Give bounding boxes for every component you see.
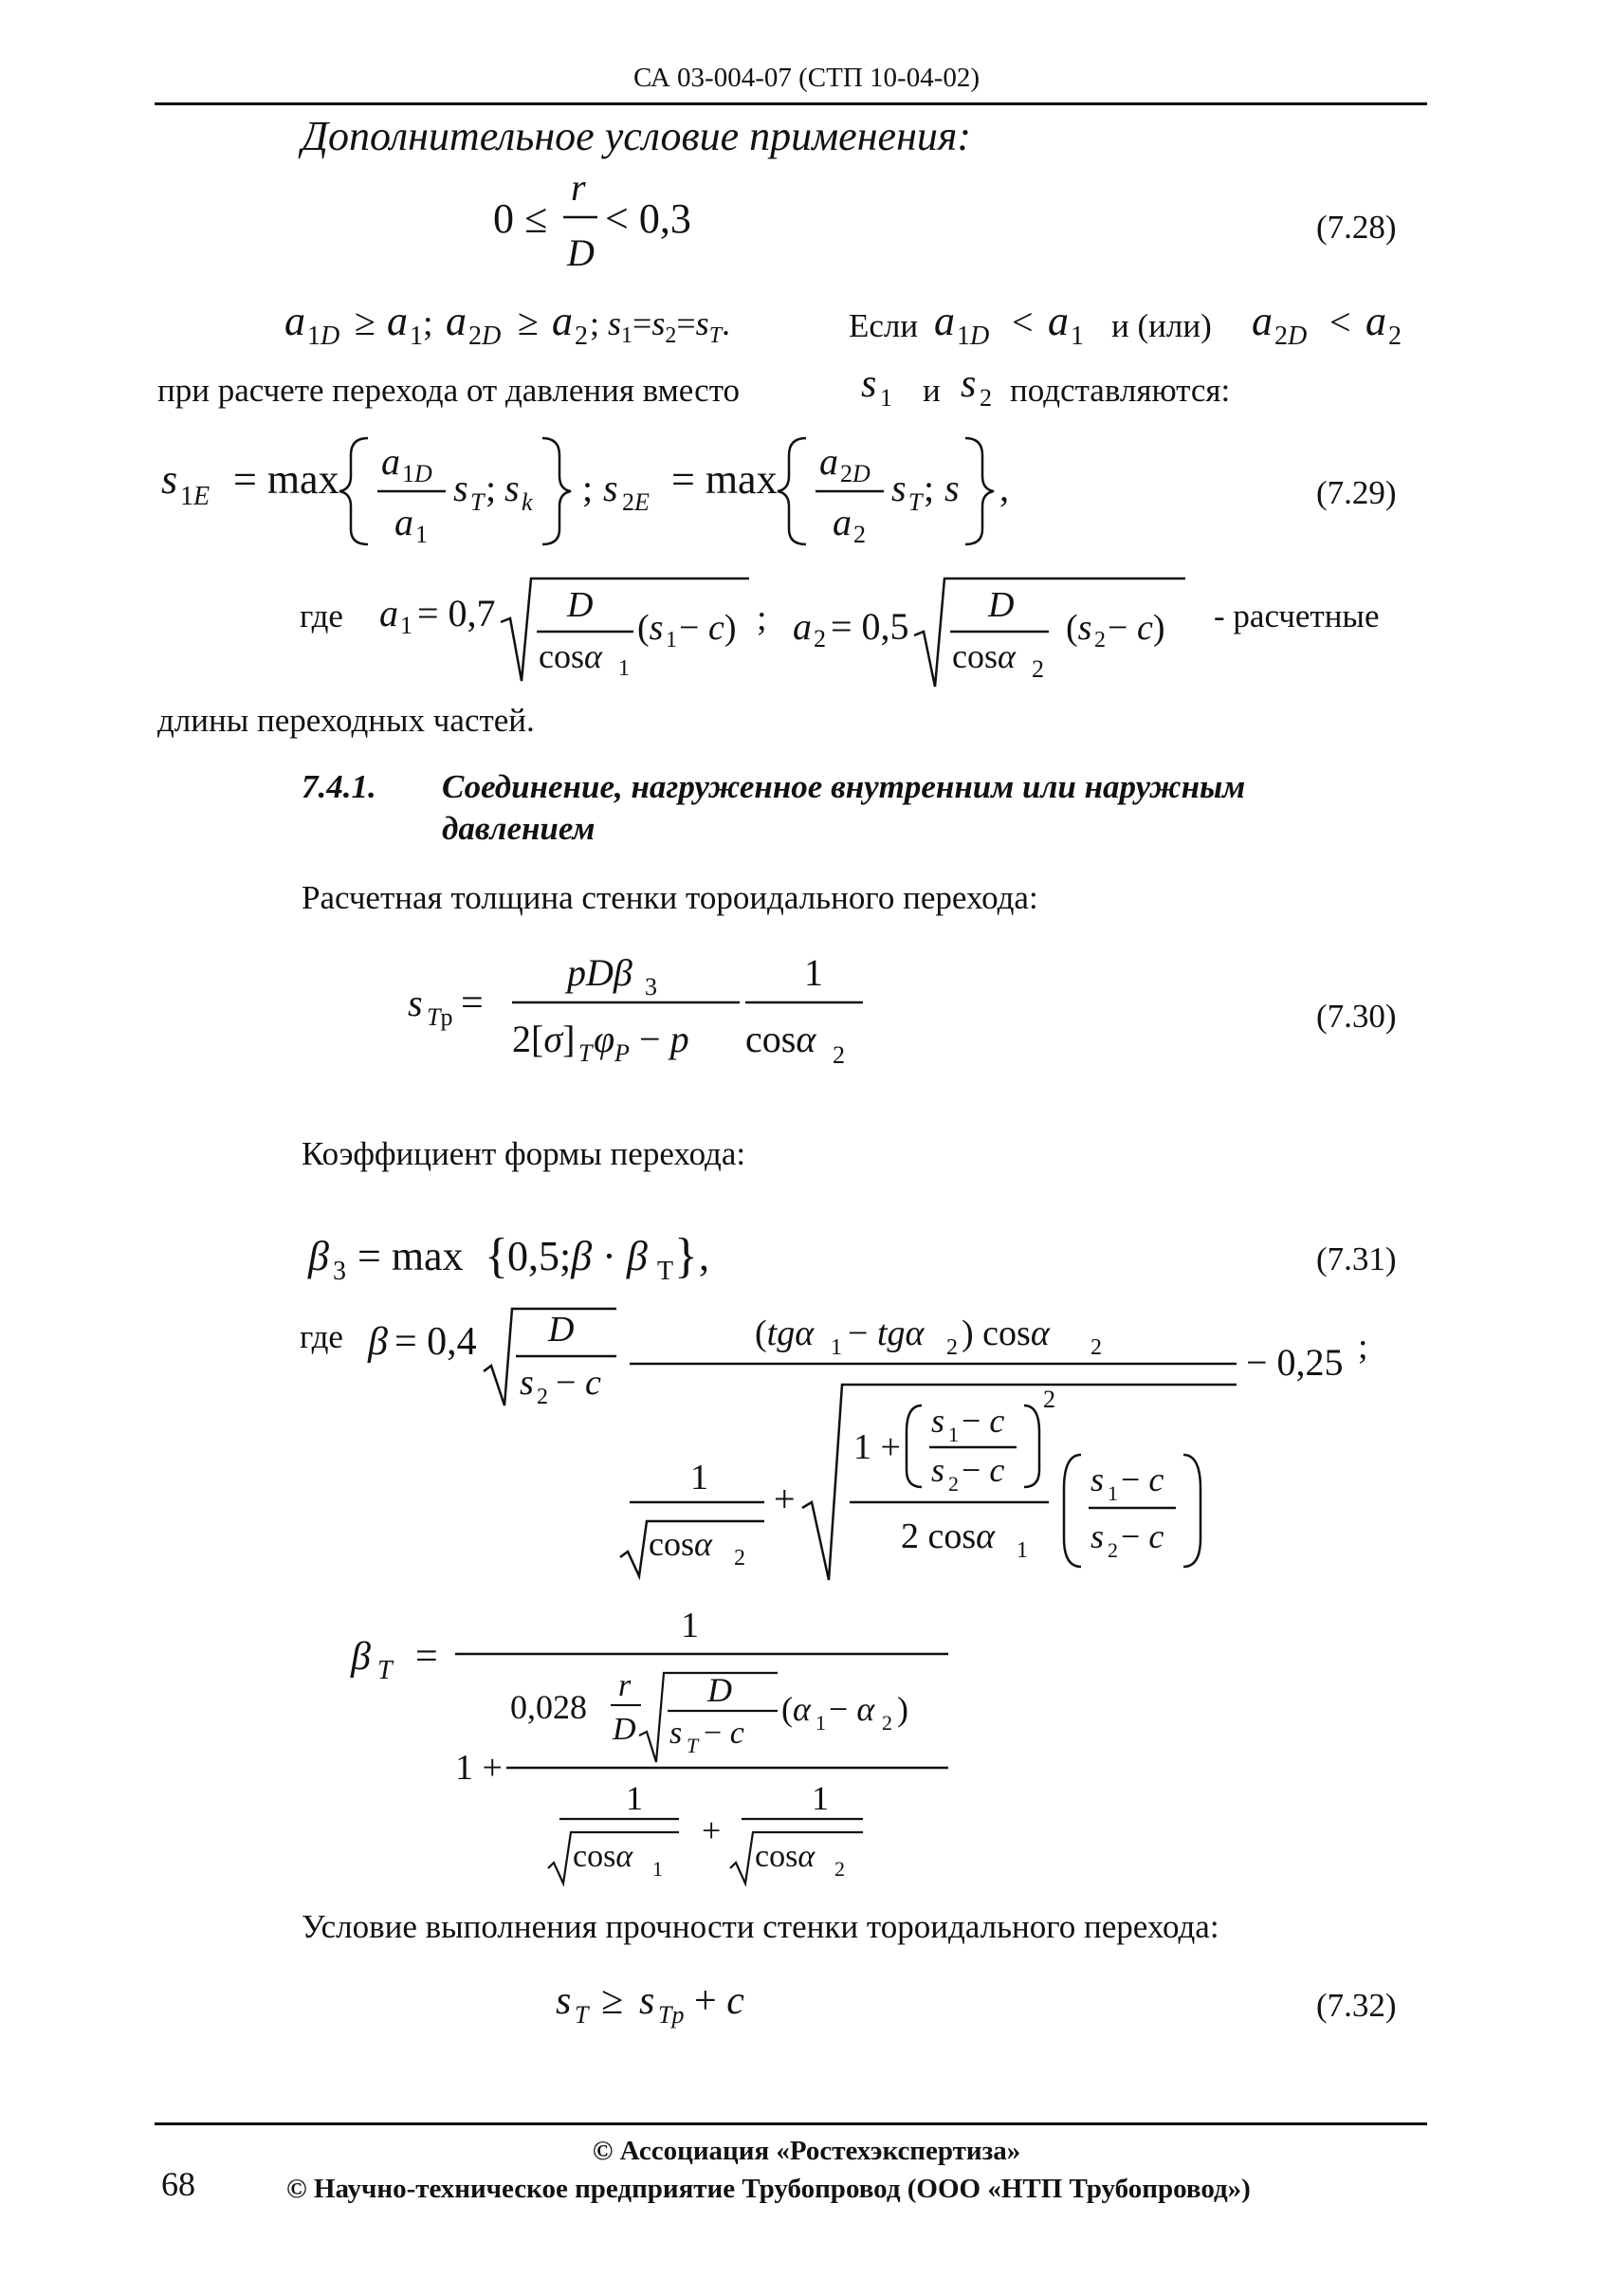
copyright-line-2: © Научно-техническое предприятие Трубопровод (ООО «НТП Трубопровод») bbox=[286, 2174, 1251, 2204]
svg-text:D: D bbox=[988, 585, 1015, 625]
svg-text:Tp: Tp bbox=[427, 1003, 453, 1031]
thickness-label: Расчетная толщина стенки тороидального перехода: bbox=[302, 879, 1038, 916]
svg-text:1: 1 bbox=[681, 1606, 699, 1645]
svg-text:r: r bbox=[571, 166, 586, 209]
condition-if-label: Если bbox=[849, 307, 919, 344]
svg-text:2D: 2D bbox=[840, 460, 871, 487]
svg-text:; s1=s2=sT.: ; $s_1=s_2=s_T$. bbox=[590, 304, 731, 348]
svg-text:<: < bbox=[1012, 301, 1034, 343]
svg-text:T: T bbox=[377, 1656, 393, 1685]
svg-text:− 0,25: − 0,25 bbox=[1246, 1341, 1344, 1384]
svg-text:3: 3 bbox=[333, 1257, 346, 1286]
svg-text:s: s bbox=[639, 1979, 655, 2023]
page-number: 68 bbox=[161, 2165, 195, 2203]
svg-text:1: 1 bbox=[948, 1423, 959, 1446]
svg-text:2: 2 bbox=[833, 1041, 845, 1069]
calc-text-and: и bbox=[923, 372, 941, 409]
svg-text:s: s bbox=[408, 982, 423, 1024]
svg-text:s: s bbox=[453, 467, 468, 509]
formula-s2 bbox=[961, 358, 1008, 415]
svg-text:) cosα: ) cosα bbox=[962, 1313, 1050, 1353]
svg-text:s: s bbox=[961, 362, 977, 406]
svg-text:T: T bbox=[657, 1257, 674, 1286]
strength-label: Условие выполнения прочности стенки тороидального перехода: bbox=[302, 1908, 1219, 1945]
svg-text:− tgα: − tgα bbox=[848, 1313, 925, 1353]
svg-text:,: , bbox=[999, 467, 1009, 509]
equation-number-7-32: (7.32) bbox=[1316, 1987, 1397, 2024]
svg-text:< 0,3: < 0,3 bbox=[605, 195, 691, 242]
svg-text:1: 1 bbox=[816, 1711, 826, 1735]
svg-text:β: β bbox=[308, 1233, 329, 1279]
svg-text:a: a bbox=[394, 501, 413, 543]
equation-number-7-29: (7.29) bbox=[1316, 474, 1397, 511]
svg-text:− c: − c bbox=[962, 1402, 1005, 1440]
svg-text:+ c: + c bbox=[694, 1979, 744, 2023]
svg-text:≥: ≥ bbox=[518, 301, 539, 343]
svg-text:2D: 2D bbox=[468, 321, 502, 351]
svg-text:2 cosα: 2 cosα bbox=[901, 1516, 996, 1556]
svg-text:1: 1 bbox=[804, 951, 823, 994]
svg-text:,: , bbox=[699, 1233, 709, 1279]
svg-text:= 0,5: = 0,5 bbox=[831, 605, 909, 648]
svg-text:1E: 1E bbox=[180, 482, 211, 511]
svg-text:0 ≤: 0 ≤ bbox=[493, 195, 548, 242]
svg-text:s: s bbox=[944, 467, 960, 509]
svg-text:= max: = max bbox=[357, 1233, 464, 1279]
svg-text:− c): − c) bbox=[1108, 608, 1165, 648]
svg-text:<: < bbox=[1329, 301, 1351, 343]
svg-text:s: s bbox=[603, 467, 618, 509]
svg-text:β: β bbox=[351, 1635, 371, 1679]
svg-text:cosα: cosα bbox=[539, 637, 602, 675]
shape-label: Коэффициент формы перехода: bbox=[302, 1135, 746, 1172]
svg-text:pDβ: pDβ bbox=[567, 951, 632, 994]
svg-text:r: r bbox=[618, 1668, 632, 1703]
svg-text:{: { bbox=[485, 1229, 508, 1283]
svg-text:2: 2 bbox=[1094, 628, 1106, 652]
svg-text:;: ; bbox=[924, 467, 935, 509]
svg-text:2: 2 bbox=[1091, 1335, 1102, 1360]
svg-text:1D: 1D bbox=[957, 321, 990, 351]
formula-or-part bbox=[1252, 289, 1441, 356]
svg-text:1: 1 bbox=[1071, 321, 1084, 351]
svg-text:2D: 2D bbox=[1274, 321, 1308, 351]
svg-text:1: 1 bbox=[652, 1857, 663, 1881]
svg-text:1D: 1D bbox=[402, 460, 432, 487]
svg-text:1: 1 bbox=[400, 612, 412, 639]
svg-text:2: 2 bbox=[1108, 1538, 1118, 1562]
svg-text:1: 1 bbox=[812, 1779, 829, 1817]
svg-text:2: 2 bbox=[1388, 321, 1402, 351]
formula-7-30 bbox=[408, 944, 977, 1086]
svg-text:s: s bbox=[931, 1402, 945, 1440]
svg-text:T: T bbox=[687, 1734, 699, 1757]
svg-text:φ: φ bbox=[594, 1018, 615, 1060]
svg-text:1: 1 bbox=[626, 1779, 643, 1817]
svg-text:0,028: 0,028 bbox=[510, 1688, 587, 1726]
calc-text-end: подставляются: bbox=[1010, 372, 1231, 409]
svg-text:1: 1 bbox=[410, 321, 423, 351]
svg-text:T: T bbox=[908, 488, 923, 516]
svg-text:2: 2 bbox=[1032, 655, 1044, 683]
svg-text:= 0,4: = 0,4 bbox=[394, 1320, 477, 1364]
svg-text:): ) bbox=[897, 1690, 908, 1728]
svg-text:= 0,7: = 0,7 bbox=[417, 592, 496, 634]
svg-text:k: k bbox=[522, 488, 533, 516]
svg-text:a: a bbox=[381, 440, 400, 483]
svg-text:1 +: 1 + bbox=[455, 1748, 503, 1788]
svg-text:a: a bbox=[1048, 298, 1069, 344]
svg-text:2: 2 bbox=[814, 625, 826, 652]
svg-text:;: ; bbox=[757, 598, 767, 638]
svg-text:;: ; bbox=[486, 467, 497, 509]
svg-text:s: s bbox=[891, 467, 907, 509]
svg-text:1 +: 1 + bbox=[853, 1427, 901, 1467]
formula-s1 bbox=[861, 358, 908, 415]
svg-text:s: s bbox=[520, 1363, 534, 1403]
header-rule bbox=[155, 102, 1427, 105]
svg-text:1: 1 bbox=[415, 521, 428, 548]
svg-text:(α: (α bbox=[781, 1690, 811, 1728]
svg-text:a: a bbox=[446, 298, 467, 344]
svg-text:D: D bbox=[548, 1310, 575, 1350]
formula-if-part bbox=[934, 289, 1124, 356]
svg-text:2[σ]: 2[σ] bbox=[512, 1018, 576, 1060]
svg-text:cosα: cosα bbox=[952, 637, 1016, 675]
svg-text:2: 2 bbox=[980, 384, 992, 412]
svg-text:(s: (s bbox=[637, 608, 664, 648]
svg-text:a: a bbox=[934, 298, 955, 344]
svg-text:1: 1 bbox=[666, 628, 677, 652]
svg-text:D: D bbox=[707, 1671, 732, 1709]
svg-text:3: 3 bbox=[645, 973, 657, 1001]
svg-text:− p: − p bbox=[639, 1018, 689, 1060]
svg-text:T: T bbox=[470, 488, 485, 516]
section-title-line-2: давлением bbox=[442, 810, 596, 847]
formula-7-29 bbox=[161, 417, 1109, 569]
formula-7-32 bbox=[556, 1968, 859, 2044]
formula-7-28 bbox=[484, 156, 749, 280]
svg-text:cosα: cosα bbox=[573, 1839, 633, 1874]
document-code: СА 03-004-07 (СТП 10-04-02) bbox=[632, 63, 981, 93]
svg-text:;: ; bbox=[1358, 1327, 1368, 1367]
svg-text:− c: − c bbox=[962, 1451, 1005, 1489]
svg-text:s: s bbox=[1091, 1460, 1105, 1498]
svg-text:a: a bbox=[819, 440, 838, 483]
svg-text:= max: = max bbox=[233, 456, 339, 503]
svg-text:(tgα: (tgα bbox=[755, 1313, 815, 1353]
svg-text:Tp: Tp bbox=[658, 2001, 685, 2029]
lengths-label: длины переходных частей. bbox=[157, 702, 535, 739]
equation-number-7-30: (7.30) bbox=[1316, 998, 1397, 1035]
svg-text:s: s bbox=[161, 456, 178, 503]
formula-7-31 bbox=[308, 1219, 782, 1295]
formula-beta-t bbox=[351, 1593, 1015, 1897]
svg-text:;: ; bbox=[582, 467, 594, 509]
svg-text:a: a bbox=[1252, 298, 1273, 344]
svg-text:a: a bbox=[1366, 298, 1386, 344]
svg-text:=: = bbox=[461, 982, 484, 1025]
svg-text:2: 2 bbox=[1043, 1386, 1055, 1413]
svg-text:− α: − α bbox=[829, 1690, 875, 1728]
dash-label: - расчетные bbox=[1214, 597, 1380, 634]
svg-text:cosα: cosα bbox=[745, 1018, 816, 1060]
where-label-1: где bbox=[300, 597, 343, 634]
svg-text:D: D bbox=[567, 585, 594, 625]
svg-text:s: s bbox=[1091, 1517, 1105, 1555]
footer-rule bbox=[155, 2122, 1427, 2125]
svg-text:P: P bbox=[614, 1039, 630, 1067]
svg-text:T: T bbox=[578, 1039, 593, 1067]
svg-text:2E: 2E bbox=[622, 488, 650, 516]
svg-text:β: β bbox=[368, 1320, 388, 1364]
svg-text:− c): − c) bbox=[679, 608, 737, 648]
svg-text:2: 2 bbox=[834, 1857, 845, 1881]
section-title-line-1: Соединение, нагруженное внутренним или наружным bbox=[442, 768, 1246, 805]
svg-text:=: = bbox=[415, 1635, 438, 1679]
svg-text:2: 2 bbox=[537, 1385, 548, 1409]
svg-text:s: s bbox=[669, 1716, 683, 1751]
svg-text:1: 1 bbox=[690, 1458, 708, 1497]
svg-text:2: 2 bbox=[575, 321, 588, 351]
svg-text:+: + bbox=[774, 1478, 796, 1520]
copyright-line-1: © Ассоциация «Ростехэкспертиза» bbox=[592, 2136, 1021, 2166]
svg-text:− c: − c bbox=[704, 1716, 744, 1751]
condition-and-or-label: и (или) bbox=[1111, 307, 1212, 344]
formula-a1-a2 bbox=[379, 569, 1233, 692]
formula-beta bbox=[368, 1299, 1392, 1584]
svg-text:cosα: cosα bbox=[649, 1525, 712, 1563]
svg-text:1: 1 bbox=[831, 1335, 842, 1360]
svg-text:1: 1 bbox=[1108, 1481, 1118, 1505]
svg-text:a: a bbox=[552, 298, 573, 344]
svg-text:D: D bbox=[613, 1712, 636, 1747]
equation-number-7-31: (7.31) bbox=[1316, 1240, 1397, 1277]
svg-text:2: 2 bbox=[946, 1335, 958, 1360]
svg-text:cosα: cosα bbox=[755, 1839, 816, 1874]
svg-text:a: a bbox=[387, 298, 408, 344]
svg-text:2: 2 bbox=[948, 1472, 959, 1496]
svg-text:;: ; bbox=[423, 303, 433, 343]
where-label-2: где bbox=[300, 1318, 343, 1355]
svg-text:= max: = max bbox=[671, 456, 778, 503]
svg-text:s: s bbox=[556, 1979, 572, 2023]
svg-text:− c: − c bbox=[556, 1363, 601, 1403]
svg-text:a: a bbox=[379, 592, 398, 634]
svg-text:1D: 1D bbox=[307, 321, 340, 351]
equation-number-7-28: (7.28) bbox=[1316, 209, 1397, 246]
svg-text:1: 1 bbox=[618, 656, 630, 681]
svg-text:s: s bbox=[504, 467, 520, 509]
svg-text:≥: ≥ bbox=[355, 301, 376, 343]
svg-text:D: D bbox=[567, 231, 595, 274]
svg-text:T: T bbox=[575, 2001, 589, 2029]
svg-text:a: a bbox=[284, 298, 305, 344]
svg-text:2: 2 bbox=[882, 1711, 892, 1735]
svg-text:2: 2 bbox=[853, 521, 866, 548]
calc-text: при расчете перехода от давления вместо bbox=[157, 372, 741, 409]
svg-text:− c: − c bbox=[1121, 1517, 1164, 1555]
svg-text:s: s bbox=[861, 362, 877, 406]
svg-text:≥: ≥ bbox=[601, 1979, 624, 2023]
svg-text:s: s bbox=[931, 1451, 945, 1489]
svg-text:}: } bbox=[674, 1229, 698, 1283]
svg-text:1: 1 bbox=[880, 384, 892, 412]
svg-text:1: 1 bbox=[1017, 1538, 1028, 1563]
svg-text:a: a bbox=[793, 605, 812, 648]
svg-text:(s: (s bbox=[1066, 608, 1092, 648]
svg-text:2: 2 bbox=[734, 1546, 745, 1570]
svg-text:− c: − c bbox=[1121, 1460, 1164, 1498]
condition-heading: Дополнительное условие применения: bbox=[302, 113, 971, 159]
section-number: 7.4.1. bbox=[302, 768, 376, 805]
svg-text:a: a bbox=[833, 501, 852, 543]
svg-text:+: + bbox=[702, 1811, 722, 1849]
svg-text:0,5;β · β: 0,5;β · β bbox=[507, 1233, 648, 1279]
